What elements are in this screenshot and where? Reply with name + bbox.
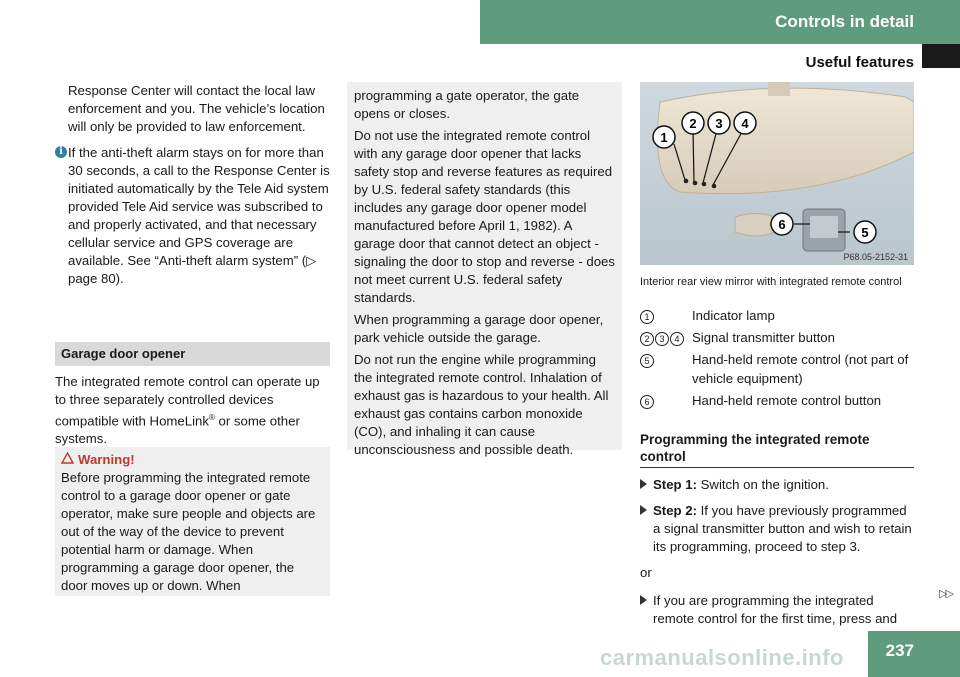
callout-6: 6 xyxy=(778,217,786,232)
callout-3: 3 xyxy=(715,116,723,131)
warning-box xyxy=(55,447,330,596)
legend-text: Indicator lamp xyxy=(692,308,775,323)
garage-text-post: or some other systems. xyxy=(55,413,300,447)
step-text: If you have previously programmed a signal transmitter button and wish to retain its programming, proceed to step 3. xyxy=(653,503,912,554)
legend-row xyxy=(640,328,920,347)
step-label: Step 2: xyxy=(653,503,697,518)
legend-number: 2 xyxy=(640,332,654,346)
section-heading: Garage door opener xyxy=(55,342,330,366)
watermark: carmanualsonline.info xyxy=(600,645,844,670)
legend-text: Signal transmitter button xyxy=(692,330,835,345)
warning-title: Warning! xyxy=(78,452,135,467)
legend-row xyxy=(640,306,920,325)
intro-paragraph: Response Center will contact the local law enforcement and you. The vehicle’s location will only be provided to law enforcement. xyxy=(68,83,325,134)
middle-paragraph: When programming a garage door opener, park vehicle outside the garage. xyxy=(354,312,604,345)
registered-mark: ® xyxy=(208,413,215,422)
middle-column-warning-continued xyxy=(347,82,622,457)
step-2 xyxy=(640,502,916,556)
legend-number: 3 xyxy=(655,332,669,346)
step-text: Switch on the ignition. xyxy=(696,477,829,492)
page-number: 237 xyxy=(868,631,960,677)
figure-code: P68.05-2152-31 xyxy=(843,252,908,262)
garage-text-pre: The integrated remote control can operate up to three separately controlled devices compatible with HomeLink xyxy=(55,374,320,429)
or-text: or xyxy=(640,565,652,580)
continue-marker: ▷▷ xyxy=(939,588,952,600)
middle-paragraph: programming a gate operator, the gate opens or closes. xyxy=(354,88,580,121)
warning-text: Before programming the integrated remote control to a garage door opener or gate operator, make sure people and objects are out of the way of the device to prevent potential harm or damage. When programming a garage door opener, the door moves up or down. When xyxy=(61,470,316,593)
legend-number: 4 xyxy=(670,332,684,346)
figure-caption: Interior rear view mirror with integrated remote control xyxy=(640,276,902,288)
warning-title-row xyxy=(61,452,324,467)
step-label: Step 1: xyxy=(653,477,697,492)
step-arrow-icon xyxy=(640,505,647,515)
callout-1: 1 xyxy=(660,130,668,145)
legend-row xyxy=(640,391,920,410)
figure-legend xyxy=(640,306,920,413)
programming-steps xyxy=(640,476,916,636)
middle-paragraph: Do not use the integrated remote control with any garage door opener that lacks safety stop and reverse features as required by U.S. federal safety standards (this includes any garage door opener model manufactured before April 1, 1982). A garage door that cannot detect an object - signaling the door to stop and reverse - does not meet current U.S. federal safety standards. xyxy=(354,128,615,305)
programming-heading: Programming the integrated remote control xyxy=(640,431,914,468)
legend-text: Hand-held remote control button xyxy=(692,393,882,408)
callout-5: 5 xyxy=(861,225,869,240)
legend-row xyxy=(640,350,920,388)
info-icon: i xyxy=(55,146,67,158)
info-note-text: If the anti-theft alarm stays on for more than 30 seconds, a call to the Response Center is initiated automatically by the Tele Aid system provided Tele Aid service was subscribed to and properly activated, and that necessary cellular service and GPS coverage are available. See “Anti-theft alarm system” (▷ page 80). xyxy=(68,145,330,286)
legend-text: Hand-held remote control (not part of vehicle equipment) xyxy=(692,352,909,386)
garage-paragraph xyxy=(55,373,330,448)
step-arrow-icon xyxy=(640,479,647,489)
left-column xyxy=(55,82,330,288)
info-note xyxy=(55,144,330,288)
middle-paragraph: Do not run the engine while programming the integrated remote control. Inhalation of exhaust gas is hazardous to your health. All exhaust gas contains carbon monoxide (CO), and inhaling it can cause unconsciousness and possible death. xyxy=(354,352,609,457)
subsection-title: Useful features xyxy=(805,54,914,71)
callout-2: 2 xyxy=(689,116,697,131)
legend-number: 6 xyxy=(640,395,654,409)
legend-number: 5 xyxy=(640,354,654,368)
section-title: Controls in detail xyxy=(775,12,914,31)
warning-triangle-icon xyxy=(61,452,74,467)
callout-4: 4 xyxy=(741,116,749,131)
step-1 xyxy=(640,476,916,494)
step-arrow-icon xyxy=(640,595,647,605)
step-alt xyxy=(640,592,916,628)
legend-number: 1 xyxy=(640,310,654,324)
mirror-illustration xyxy=(640,82,914,265)
header-tab xyxy=(922,44,960,68)
step-text: If you are programming the integrated remote control for the first time, press and xyxy=(653,593,898,626)
